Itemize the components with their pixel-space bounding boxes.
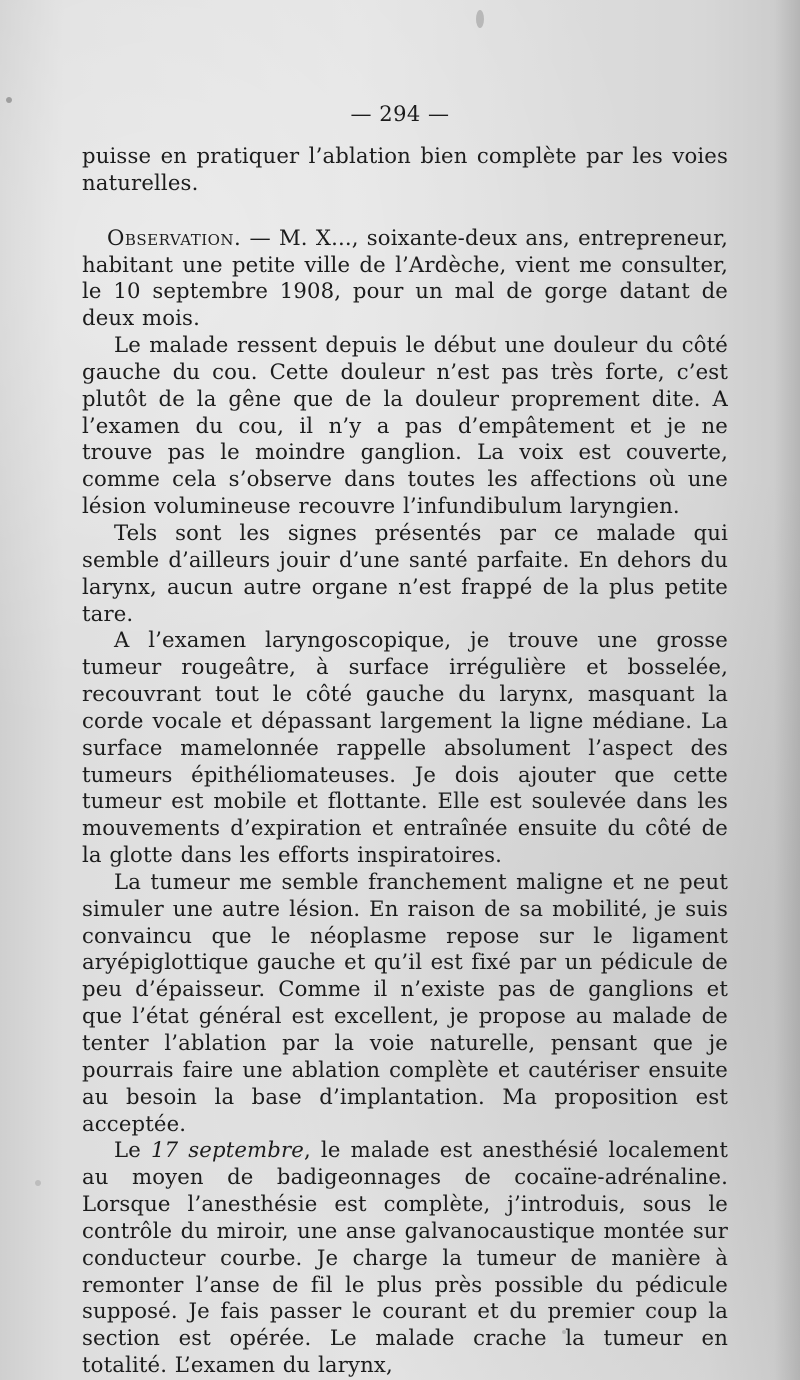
procedure-date: 17 septembre: [150, 1137, 304, 1163]
paragraph-symptoms: Le malade ressent depuis le début une douleur du côté gauche du cou. Cette douleur n’est pas très forte, c’est plutôt de la gêne que de la douleur proprement dite. A l’examen du cou, il n’y a pas d’empâtement et je ne trouve pas le moindre ganglion. La voix est couverte, comme cela s’observe dans toutes les affections où une lésion volumineuse recouvre l’infundibulum laryngien.: [82, 332, 728, 519]
body-text: [82, 143, 728, 1379]
observation-label: Observation.: [107, 224, 242, 250]
procedure-text: , le malade est anesthésié localement au moyen de badigeonnages de cocaïne-adrénaline. Lorsque l’anesthésie est complète, j’introduis, sous le contrôle du miroir, une anse galvanocaustique montée sur conducteur courbe. Je charge la tumeur de manière à remonter l’anse de fil le plus près possible du pédicule supposé. Je fais passer le courant et du premier coup la section est opérée. Le malade crache la tumeur en totalité. L’examen du larynx,: [82, 1137, 728, 1378]
paper-speck: [35, 1180, 41, 1186]
paper-speck: [476, 10, 484, 28]
procedure-lead: Le: [114, 1137, 151, 1163]
paragraph-laryngoscopy: A l’examen laryngoscopique, je trouve une grosse tumeur rougeâtre, à surface irrégulière et bosselée, recouvrant tout le côté gauche du larynx, masquant la corde vocale et dépassant largement la ligne médiane. La surface mamelonnée rappelle absolument l’aspect des tumeurs épithéliomateuses. Je dois ajouter que cette tumeur est mobile et flottante. Elle est soulevée dans les mouvements d’expiration et entraînée ensuite du côté de la glotte dans les efforts inspiratoires.: [82, 627, 728, 868]
observation-text: — M. X..., soixante-deux ans, entrepreneur, habitant une petite ville de l’Ardèche, vient me consulter, le 10 septembre 1908, pour un mal de gorge datant de deux mois.: [82, 224, 728, 331]
paragraph-diagnosis: La tumeur me semble franchement maligne et ne peut simuler une autre lésion. En raison de sa mobilité, je suis convaincu que le néoplasme repose sur le ligament aryépiglottique gauche et qu’il est fixé par un pédicule de peu d’épaisseur. Comme il n’existe pas de ganglions et que l’état général est excellent, je propose au malade de tenter l’ablation par la voie naturelle, pensant que je pourrais faire une ablation complète et cautériser ensuite au besoin la base d’implantation. Ma proposition est acceptée.: [82, 868, 728, 1136]
paragraph-signs: Tels sont les signes présentés par ce malade qui semble d’ailleurs jouir d’une santé parfaite. En dehors du larynx, aucun autre organe n’est frappé de la plus petite tare.: [82, 519, 728, 626]
paragraph-continuation: puisse en pratiquer l’ablation bien complète par les voies naturelles.: [82, 143, 728, 195]
paragraph-procedure: [82, 1137, 728, 1379]
page-number: — 294 —: [350, 102, 450, 126]
paragraph-observation: [82, 225, 728, 332]
